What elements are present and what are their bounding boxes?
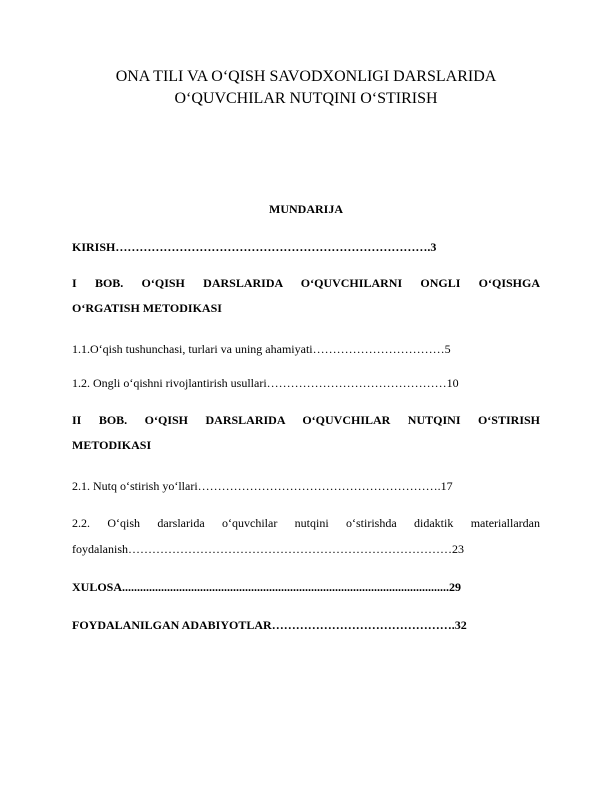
title-line-2: O‘QUVCHILAR NUTQINI O‘STIRISH [174, 90, 438, 107]
toc-section-2-2-line-2: foydalanish………………………………………………………………………23 [72, 542, 464, 556]
contents-heading: MUNDARIJA [269, 202, 343, 216]
toc-chapter-1-line-1: I BOB. O‘QISH DARSLARIDA O‘QUVCHILARNI ONGLI O‘QISHGA [72, 276, 540, 290]
title-line-1: ONA TILI VA O‘QISH SAVODXONLIGI DARSLARIDA [115, 68, 497, 85]
toc-entry-kirish: KIRISH…………………………………………………………………….3 [72, 240, 437, 254]
toc-section-1-2: 1.2. Ongli o‘qishni rivojlantirish usullari………………………………………10 [72, 376, 459, 390]
toc-chapter-1-line-2: O‘RGATISH METODIKASI [72, 301, 222, 315]
document-title [72, 66, 540, 110]
toc-chapter-2-line-1: II BOB. O‘QISH DARSLARIDA O‘QUVCHILAR NUTQINI O‘STIRISH [72, 413, 540, 427]
toc-section-2-2-line-1: 2.2. O‘qish darslarida o‘quvchilar nutqini o‘stirishda didaktik materiallardan [72, 516, 540, 530]
toc-section-2-1: 2.1. Nutq o‘stirish yo‘llari…………………………………………………….17 [72, 479, 453, 493]
toc-chapter-2-line-2: METODIKASI [72, 438, 152, 452]
toc-section-1-1: 1.1.O‘qish tushunchasi, turlari va uning ahamiyati……………………………5 [72, 342, 451, 356]
toc-entry-xulosa: XULOSA.............................................................................................................29 [72, 580, 462, 594]
toc-entry-adabiyotlar: FOYDALANILGAN ADABIYOTLAR……………………………………….32 [72, 618, 467, 632]
